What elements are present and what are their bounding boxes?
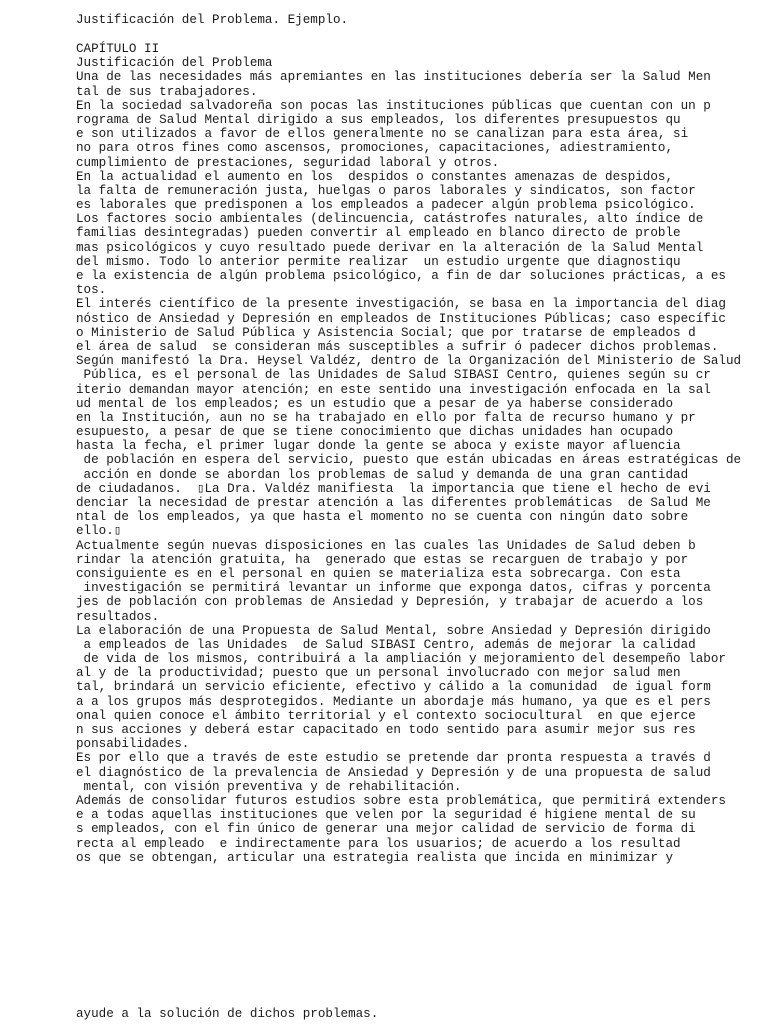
- body-text-line: no para otros fines como ascensos, promociones, capacitaciones, adiestramiento,: [76, 141, 674, 156]
- body-text-line: en la Institución, aun no se ha trabajado en ello por falta de recurso humano y pr: [76, 410, 696, 425]
- body-text-line: onal quien conoce el ámbito territorial y el contexto sociocultural en que ejerce: [76, 708, 696, 723]
- body-text-line: acción en donde se abordan los problemas de salud y demanda de una gran cantidad: [76, 467, 689, 482]
- body-text-line: el área de salud se consideran más susceptibles a sufrir ó padecer dichos problemas.: [76, 339, 719, 354]
- body-text-line: Justificación del Problema: [76, 56, 273, 71]
- body-text-line: CAPÍTULO II: [76, 42, 160, 56]
- body-text-line: a empleados de las Unidades de Salud SIBASI Centro, además de mejorar la calidad: [76, 637, 696, 652]
- body-text-line: mental, con visión preventiva y de rehabilitación.: [76, 779, 462, 794]
- document-title-line: Justificación del Problema. Ejemplo.: [76, 13, 349, 27]
- body-text-line: Además de consolidar futuros estudios sobre esta problemática, que permitirá extenders: [76, 793, 726, 808]
- body-text-line: Una de las necesidades más apremiantes en las instituciones debería ser la Salud Men: [76, 70, 711, 85]
- body-text-line: iterio demandan mayor atención; en este sentido una investigación enfocada en la sal: [76, 382, 711, 397]
- body-text-line: e son utilizados a favor de ellos generalmente no se canalizan para esta área, si: [76, 127, 689, 142]
- body-text-line: tal, brindará un servicio eficiente, efectivo y cálido a la comunidad de igual form: [76, 680, 711, 695]
- body-text-line: El interés científico de la presente investigación, se basa en la importancia del diag: [76, 297, 726, 312]
- body-text-line: nóstico de Ansiedad y Depresión en empleados de Instituciones Públicas; caso específic: [76, 311, 726, 326]
- body-text-line: Según manifestó la Dra. Heysel Valdéz, dentro de la Organización del Ministerio de Salud: [76, 354, 742, 369]
- body-text-line: En la sociedad salvadoreña son pocas las instituciones públicas que cuentan con un p: [76, 98, 711, 113]
- body-text-line: tos.: [76, 283, 107, 298]
- body-text-line: o Ministerio de Salud Pública y Asistencia Social; que por tratarse de empleados d: [76, 325, 696, 340]
- body-text-line: ud mental de los empleados; es un estudio que a pesar de ya haberse considerado: [76, 396, 674, 411]
- body-text-line: consiguiente es en el personal en quien se materializa esta sobrecarga. Con esta: [76, 566, 681, 581]
- body-text-line: la falta de remuneración justa, huelgas o paros laborales y sindicatos, son factor: [76, 183, 696, 198]
- body-text-line: hasta la fecha, el primer lugar donde la gente se aboca y existe mayor afluencia: [76, 439, 681, 454]
- body-text-line: del mismo. Todo lo anterior permite realizar un estudio urgente que diagnostiqu: [76, 254, 681, 269]
- body-text-line: Actualmente según nuevas disposiciones en las cuales las Unidades de Salud deben b: [76, 538, 696, 553]
- body-text-line: investigación se permitirá levantar un informe que exponga datos, cifras y porcenta: [76, 581, 711, 596]
- body-text-line: a a los grupos más desprotegidos. Mediante un abordaje más humano, ya que es el pers: [76, 694, 711, 709]
- body-text-line: recta al empleado e indirectamente para los usuarios; de acuerdo a los resultad: [76, 836, 681, 851]
- body-text-line: s empleados, con el fin único de generar una mejor calidad de servicio de forma di: [76, 822, 696, 837]
- body-text-line: e a todas aquellas instituciones que velen por la seguridad é higiene mental de su: [76, 808, 696, 823]
- body-text-line: familias desintegradas) pueden convertir al empleado en blanco directo de proble: [76, 226, 681, 241]
- body-text-line: ponsabilidades.: [76, 737, 190, 752]
- body-text-line: de población en espera del servicio, puesto que están ubicadas en áreas estratégicas de: [76, 453, 742, 468]
- body-text-line: es laborales que predisponen a los empleados a padecer algún problema psicológico.: [76, 198, 696, 213]
- body-text-line: os que se obtengan, articular una estrategia realista que incida en minimizar y: [76, 850, 674, 865]
- body-text-line: rograma de Salud Mental dirigido a sus empleados, los diferentes presupuestos qu: [76, 112, 681, 127]
- body-text-line: el diagnóstico de la prevalencia de Ansiedad y Depresión y de una propuesta de salud: [76, 765, 711, 780]
- body-text-line: cumplimiento de prestaciones, seguridad laboral y otros.: [76, 155, 500, 170]
- body-text-line: e la existencia de algún problema psicológico, a fin de dar soluciones prácticas, a es: [76, 269, 726, 283]
- body-text-line: Es por ello que a través de este estudio se pretende dar pronta respuesta a través d: [76, 751, 711, 766]
- body-text-line: ntal de los empleados, ya que hasta el momento no se cuenta con ningún dato sobre: [76, 510, 689, 525]
- body-text-line: rindar la atención gratuita, ha generado que estas se recarguen de trabajo y por: [76, 552, 689, 567]
- body-text-line: En la actualidad el aumento en los despidos o constantes amenazas de despidos,: [76, 169, 674, 184]
- body-text-line: n sus acciones y deberá estar capacitado en todo sentido para asumir mejor sus res: [76, 723, 696, 737]
- document-body: [76, 42, 741, 865]
- body-text-line: mas psicológicos y cuyo resultado puede derivar en la alteración de la Salud Mental: [76, 240, 704, 255]
- body-text-line: denciar la necesidad de prestar atención a las diferentes problemáticas de Salud Me: [76, 496, 711, 510]
- body-text-line: Pública, es el personal de las Unidades de Salud SIBASI Centro, quienes según su cr: [76, 368, 711, 383]
- body-text-line: de vida de los mismos, contribuirá a la ampliación y mejoramiento del desempeño labor: [76, 652, 726, 667]
- body-text-line: al y de la productividad; puesto que un personal involucrado con mejor salud men: [76, 666, 681, 681]
- body-text-line: resultados.: [76, 609, 160, 624]
- body-text-line: tal de sus trabajadores.: [76, 84, 258, 99]
- document-footer-line: ayude a la solución de dichos problemas.: [76, 1007, 379, 1021]
- body-text-line: jes de población con problemas de Ansiedad y Depresión, y trabajar de acuerdo a los: [76, 595, 704, 610]
- body-text-line: de ciudadanos. ▯La Dra. Valdéz manifiesta la importancia que tiene el hecho de evi: [76, 481, 711, 496]
- body-text-line: La elaboración de una Propuesta de Salud Mental, sobre Ansiedad y Depresión dirigido: [76, 623, 711, 638]
- body-text-line: Los factores socio ambientales (delincuencia, catástrofes naturales, alto índice de: [76, 212, 704, 227]
- body-text-line: ello.▯: [76, 524, 122, 539]
- body-text-line: esupuesto, a pesar de que se tiene conocimiento que dichas unidades han ocupado: [76, 425, 674, 440]
